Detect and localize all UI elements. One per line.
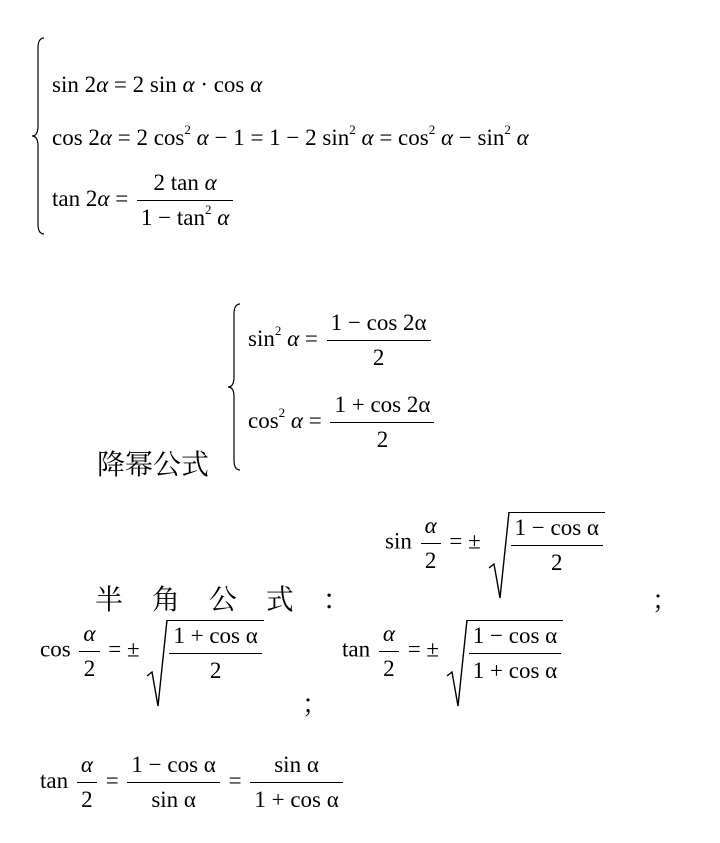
semicolon-1: ； [652, 586, 679, 615]
tan-half-angle-rational-formula: tan $\frac{\alpha}{2}$ = $\frac{\text{1 − cos α}}{\text{sin α}}$ = $\frac{\text{sin α}}{\text{1 + cos α}}$ [40, 752, 346, 813]
half-angle-title: 半 角 公 式 ： [95, 583, 361, 616]
sin-half-angle-formula: sin $\frac{\alpha}{2}$ = ± $\frac{\text{1 − cos α}}{2}$ [385, 510, 605, 576]
tan-double-angle-formula: tan 2α = $\frac{\text{2 tan α}}{1 - \tan^2 \alpha}$ [52, 170, 236, 231]
power-reduction-title: 降幂公式 [97, 448, 210, 481]
sin-half-angle-radical: $\frac{\text{1 − cos α}}{2}$ [487, 510, 605, 576]
cos-half-angle-formula: cos $\frac{\alpha}{2}$ = ± $\frac{\text{1 + cos α}}{2}$ [40, 618, 264, 684]
cos-double-angle-formula: cos 2α = 2 $\cos^2 \alpha - 1 = 1 - 2$ $\sin^2 \alpha = \cos^2 \alpha - \sin^2 \alpha$ [52, 122, 529, 150]
tan-half-angle-formula: tan $\frac{\alpha}{2}$ = ± $\frac{\text{1 − cos α}}{\text{1 + cos α}}$ [342, 618, 563, 684]
semicolon-2: ； [302, 690, 329, 719]
left-brace-power-reduction [226, 302, 246, 472]
cos-half-angle-radical: $\frac{\text{1 + cos α}}{2}$ [145, 618, 263, 684]
cos-power-reduction-fraction: $\frac{1 + \cos 2\alpha}{2}$ [330, 392, 434, 453]
sin-power-reduction-fraction: $\frac{1 - \cos 2\alpha}{2}$ [327, 310, 431, 371]
cos-power-reduction-formula: $\cos^2 \alpha$ = $\frac{1 + \cos 2\alpha}{2}$ [248, 392, 437, 453]
sin-power-reduction-formula: $\sin^2 \alpha$ = $\frac{1 - \cos 2\alpha}{2}$ [248, 310, 434, 371]
tan-half-angle-radical: $\frac{\text{1 − cos α}}{\text{1 + cos α}}$ [445, 618, 563, 684]
left-brace-double-angle [30, 36, 50, 236]
tan-double-angle-fraction: $\frac{\text{2 tan α}}{1 - \tan^2 \alpha}$ [137, 170, 233, 231]
sin-double-angle-formula: sin 2α = 2 sin α · cos α [52, 72, 263, 97]
